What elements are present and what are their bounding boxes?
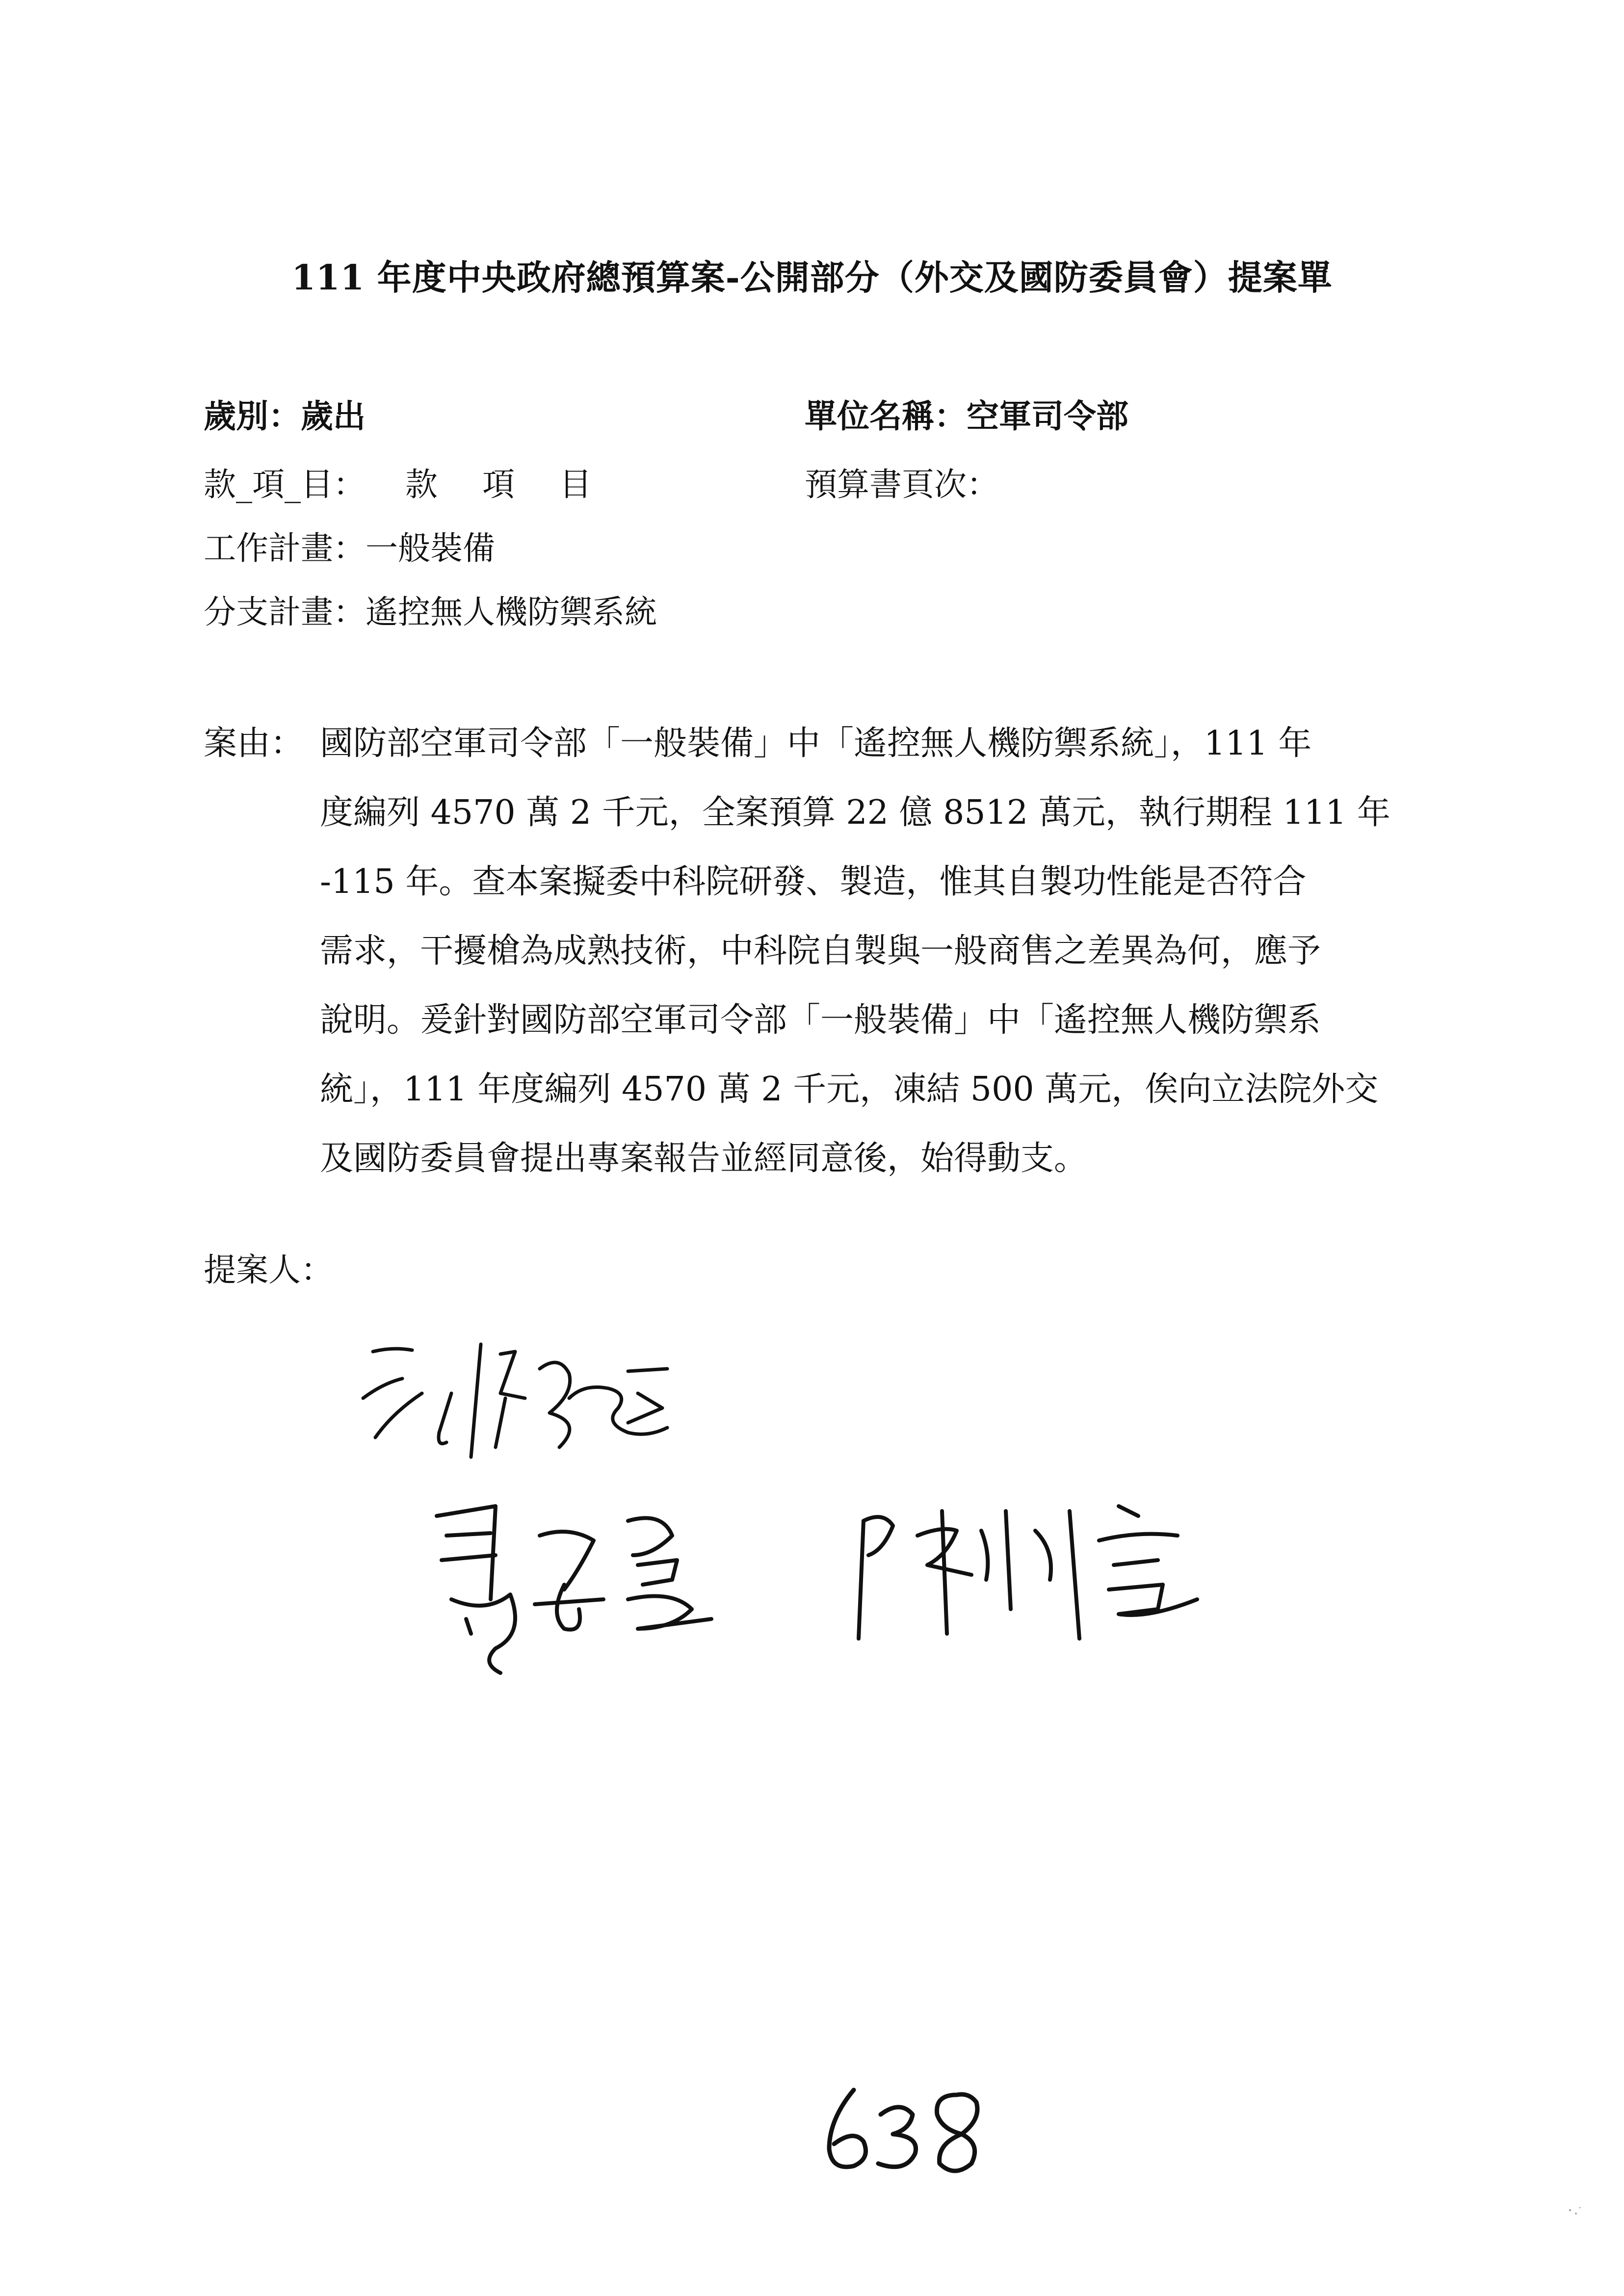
scan-speck — [1565, 2203, 1585, 2222]
work-plan-value: 一般裝備 — [366, 529, 495, 567]
unit-label: 單位名稱： — [805, 397, 967, 435]
reason-label: 案由： — [204, 724, 304, 763]
page-number-drawing — [814, 2080, 1001, 2178]
kxm-values — [405, 466, 626, 503]
kxm-value-kuan: 款 — [405, 466, 438, 503]
category-value: 歲出 — [301, 397, 366, 435]
sub-plan-value: 遙控無人機防禦系統 — [366, 593, 657, 631]
unit-field — [805, 397, 1128, 435]
work-plan-label: 工作計畫： — [204, 529, 366, 567]
reason-line: 國防部空軍司令部「一般裝備」中「遙控無人機防禦系統」，111 年 — [320, 724, 1312, 763]
reason-line: -115 年。查本案擬委中科院研發、製造，惟其自製功性能是否符合 — [320, 862, 1307, 901]
budget-page-label: 預算書頁次： — [805, 466, 999, 503]
work-plan-field — [204, 529, 495, 567]
proposer-label: 提案人： — [204, 1251, 333, 1289]
document-title: 111 年度中央政府總預算案-公開部分（外交及國防委員會）提案單 — [291, 257, 1333, 298]
reason-body — [320, 709, 1460, 1193]
budget-page-field — [805, 466, 999, 503]
category-field — [204, 397, 366, 435]
signature-1-drawing — [353, 1325, 795, 1472]
kxm-value-xiang: 項 — [482, 466, 515, 503]
kxm-value-mu: 目 — [559, 466, 592, 503]
kxm-label: 款_項_目： — [204, 466, 366, 503]
signature-2 — [417, 1487, 760, 1695]
reason-line: 及國防委員會提出專案報告並經同意後，始得動支。 — [320, 1139, 1088, 1178]
kxm-field — [204, 466, 626, 503]
scan-speck-drawing — [1565, 2203, 1585, 2222]
unit-value: 空軍司令部 — [967, 397, 1128, 435]
sub-plan-label: 分支計畫： — [204, 593, 366, 631]
reason-line: 說明。爰針對國防部空軍司令部「一般裝備」中「遙控無人機防禦系 — [320, 1001, 1321, 1040]
reason-line: 度編列 4570 萬 2 千元，全案預算 22 億 8512 萬元，執行期程 111 年 — [320, 793, 1390, 832]
sub-plan-field — [204, 593, 657, 631]
reason-line: 需求，干擾槍為成熟技術，中科院自製與一般商售之差異為何，應予 — [320, 932, 1321, 970]
signature-3 — [844, 1482, 1315, 1660]
category-label: 歲別： — [204, 397, 301, 435]
signature-1 — [353, 1325, 795, 1474]
reason-line: 統」，111 年度編列 4570 萬 2 千元，凍結 500 萬元，俟向立法院外交 — [320, 1070, 1379, 1109]
signature-2-drawing — [417, 1487, 760, 1693]
signature-3-drawing — [844, 1482, 1315, 1658]
page-number — [814, 2080, 1001, 2178]
reason-section — [204, 709, 1460, 1193]
